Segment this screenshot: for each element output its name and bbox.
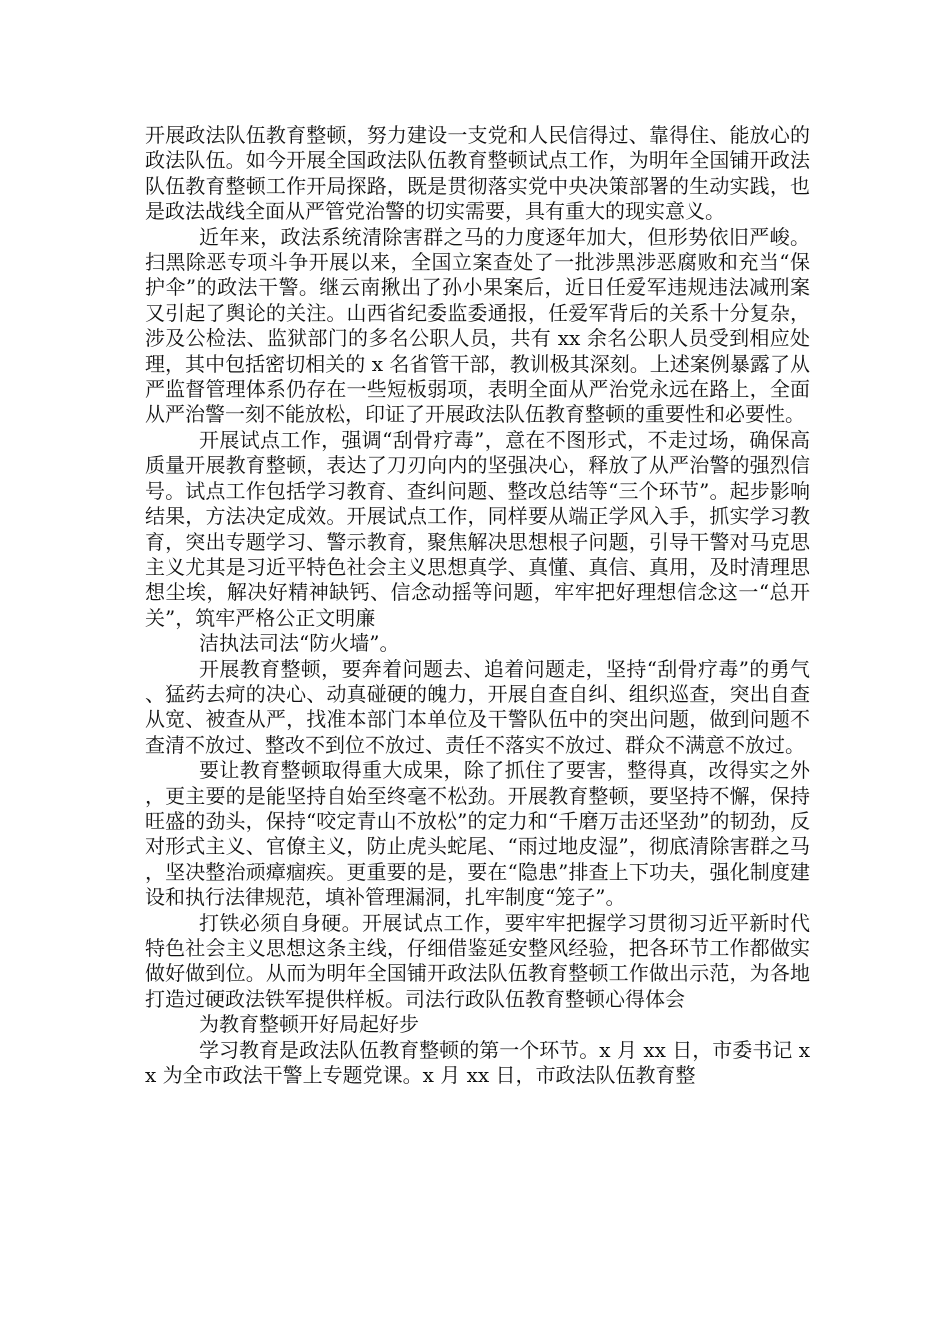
paragraph-4: 洁执法司法“防火墙”。 [199, 631, 400, 656]
document-page [145, 123, 810, 1088]
paragraph-8: 为教育整顿开好局起好步 [199, 1012, 419, 1037]
paragraph-5: 开展教育整顿，要奔着问题去、追着问题走，坚持“刮骨疗毒”的勇气、猛药去疴的决心、动真碰硬的魄力，开展自查自纠、组织巡查，突出自查从宽、被查从严，找准本部门本单位及干警队伍中的突出问题，做到问题不查清不放过、整改不到位不放过、责任不落实不放过、群众不满意不放过。 [145, 656, 810, 757]
paragraph-2: 近年来，政法系统清除害群之马的力度逐年加大，但形势依旧严峻。扫黑除恶专项斗争开展以来，全国立案查处了一批涉黑涉恶腐败和充当“保护伞”的政法干警。继云南揪出了孙小果案后，近日任爱军违规违法减刑案又引起了舆论的关注。山西省纪委监委通报，任爱军背后的关系十分复杂，涉及公检法、监狱部门的多名公职人员，共有 xx 余名公职人员受到相应处理，其中包括密切相关的 x 名省管干部，教训极其深刻。上述案例暴露了从严监督管理体系仍存在一些短板弱项，表明全面从严治党永远在路上，全面从严治警一刻不能放松，印证了开展政法队伍教育整顿的重要性和必要性。 [145, 224, 810, 427]
paragraph-6: 要让教育整顿取得重大成果，除了抓住了要害，整得真，改得实之外，更主要的是能坚持自始至终毫不松劲。开展教育整顿，要坚持不懈，保持旺盛的劲头，保持“咬定青山不放松”的定力和“千磨万击还坚劲”的韧劲，反对形式主义、官僚主义，防止虎头蛇尾、“雨过地皮湿”，彻底清除害群之马，坚决整治顽瘴痼疾。更重要的是，要在“隐患”排查上下功夫，强化制度建设和执行法律规范，填补管理漏洞，扎牢制度“笼子”。 [145, 758, 810, 910]
paragraph-1: 开展政法队伍教育整顿，努力建设一支党和人民信得过、靠得住、能放心的政法队伍。如今开展全国政法队伍教育整顿试点工作，为明年全国铺开政法队伍教育整顿工作开局探路，既是贯彻落实党中央决策部署的生动实践，也是政法战线全面从严管党治警的切实需要，具有重大的现实意义。 [145, 123, 810, 224]
paragraph-3: 开展试点工作，强调“刮骨疗毒”，意在不图形式，不走过场，确保高质量开展教育整顿，表达了刀刃向内的坚强决心，释放了从严治警的强烈信号。试点工作包括学习教育、查纠问题、整改总结等“三个环节”。起步影响结果，方法决定成效。开展试点工作，同样要从端正学风入手，抓实学习教育，突出专题学习、警示教育，聚焦解决思想根子问题，引导干警对马克思主义尤其是习近平特色社会主义思想真学、真懂、真信、真用，及时清理思想尘埃，解决好精神缺钙、信念动摇等问题，牢牢把好理想信念这一“总开关”，筑牢严格公正文明廉 [145, 427, 810, 630]
paragraph-7: 打铁必须自身硬。开展试点工作，要牢牢把握学习贯彻习近平新时代特色社会主义思想这条主线，仔细借鉴延安整风经验，把各环节工作都做实做好做到位。从而为明年全国铺开政法队伍教育整顿工作做出示范，为各地打造过硬政法铁军提供样板。司法行政队伍教育整顿心得体会 [145, 910, 810, 1011]
paragraph-9: 学习教育是政法队伍教育整顿的第一个环节。x 月 xx 日，市委书记 xx 为全市政法干警上专题党课。x 月 xx 日，市政法队伍教育整 [145, 1037, 810, 1088]
